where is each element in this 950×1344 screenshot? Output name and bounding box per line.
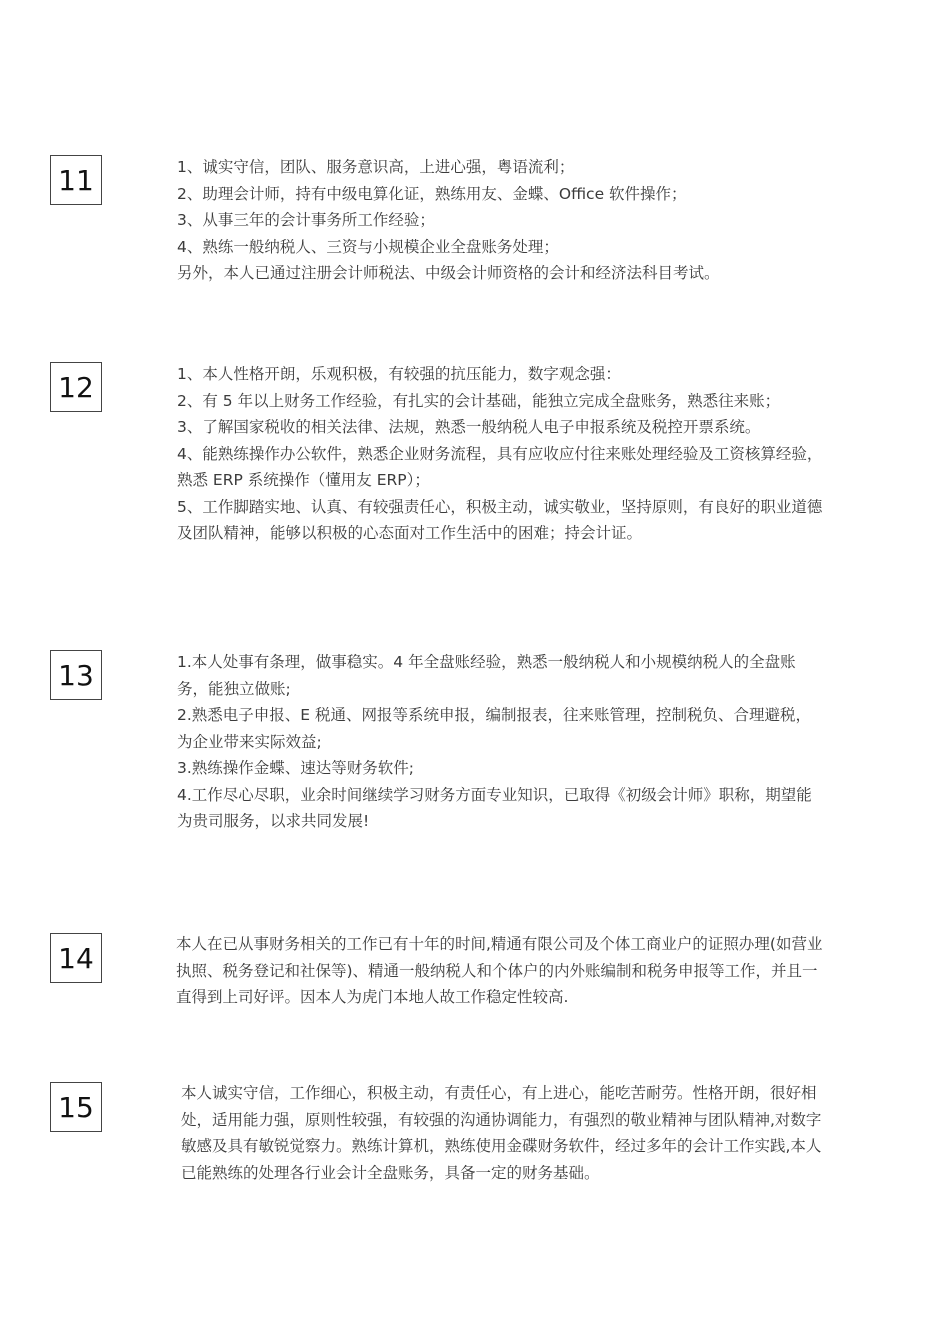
entry-text [176,931,824,1011]
entry-number-box [50,650,102,700]
entry-line: 3.熟练操作金蝶、速达等财务软件; [177,759,415,777]
entry-line: 2、有 5 年以上财务工作经验，有扎实的会计基础，能独立完成全盘账务，熟悉往来账； [177,391,781,410]
entry-number: 12 [58,370,94,404]
entry-number: 15 [58,1090,94,1124]
entry-line: 3、了解国家税收的相关法律、法规，熟悉一般纳税人电子申报系统及税控开票系统。 [177,418,761,436]
entry-line: 1、本人性格开朗，乐观积极，有较强的抗压能力，数字观念强： [177,365,621,383]
entry-line: 4、熟练一般纳税人、三资与小规模企业全盘账务处理； [177,237,559,256]
entry-text [177,154,825,287]
entry-line: 另外，本人已通过注册会计师税法、中级会计师资格的会计和经济法科目考试。 [177,264,720,282]
entry-line: 1.本人处事有条理，做事稳实。4 年全盘账经验，熟悉一般纳税人和小规模纳税人的全盘账务，能独立做账; [177,653,796,698]
entry-number-box [50,155,102,205]
entry-number: 14 [58,941,94,975]
entry-number-box [50,933,102,983]
entry-line: 3、从事三年的会计事务所工作经验； [177,211,435,229]
entry-number-box [50,362,102,412]
entry-text [181,1080,825,1186]
entry-number: 11 [58,163,94,197]
entry-line: 4.工作尽心尽职，业余时间继续学习财务方面专业知识，已取得《初级会计师》职称，期望能为贵司服务，以求共同发展! [177,785,812,830]
entry-number-box [50,1082,102,1132]
entry-text [177,649,825,835]
entry-line: 本人在已从事财务相关的工作已有十年的时间,精通有限公司及个体工商业户的证照办理(如营业执照、税务登记和社保等)、精通一般纳税人和个体户的内外账编制和税务申报等工作，并且一直得到上司好评。因本人为虎门本地人故工作稳定性较高. [176,935,823,1006]
entry-line: 2.熟悉电子申报、E 税通、网报等系统申报，编制报表，往来账管理，控制税负、合理避税，为企业带来实际效益; [177,706,812,751]
entry-line: 1、诚实守信，团队、服务意识高，上进心强，粤语流利； [177,158,575,176]
entry-text [177,361,825,547]
entry-line: 本人诚实守信，工作细心，积极主动，有责任心，有上进心，能吃苦耐劳。性格开朗，很好相处，适用能力强，原则性较强，有较强的沟通协调能力，有强烈的敬业精神与团队精神,对数字敏感及具有敏锐觉察力。熟练计算机，熟练使用金碟财务软件，经过多年的会计工作实践,本人已能熟练的处理各行业会计全盘账务，具备一定的财务基础。 [181,1084,822,1182]
entry-line: 4、能熟练操作办公软件，熟悉企业财务流程，具有应收应付往来账处理经验及工资核算经验，熟悉 ERP 系统操作（懂用友 ERP）； [177,444,823,489]
entry-number: 13 [58,658,94,692]
entry-line: 2、助理会计师，持有中级电算化证，熟练用友、金蝶、Office 软件操作； [177,184,687,203]
entry-line: 5、工作脚踏实地、认真、有较强责任心，积极主动，诚实敬业，坚持原则，有良好的职业道德及团队精神，能够以积极的心态面对工作生活中的困难；持会计证。 [177,497,823,542]
